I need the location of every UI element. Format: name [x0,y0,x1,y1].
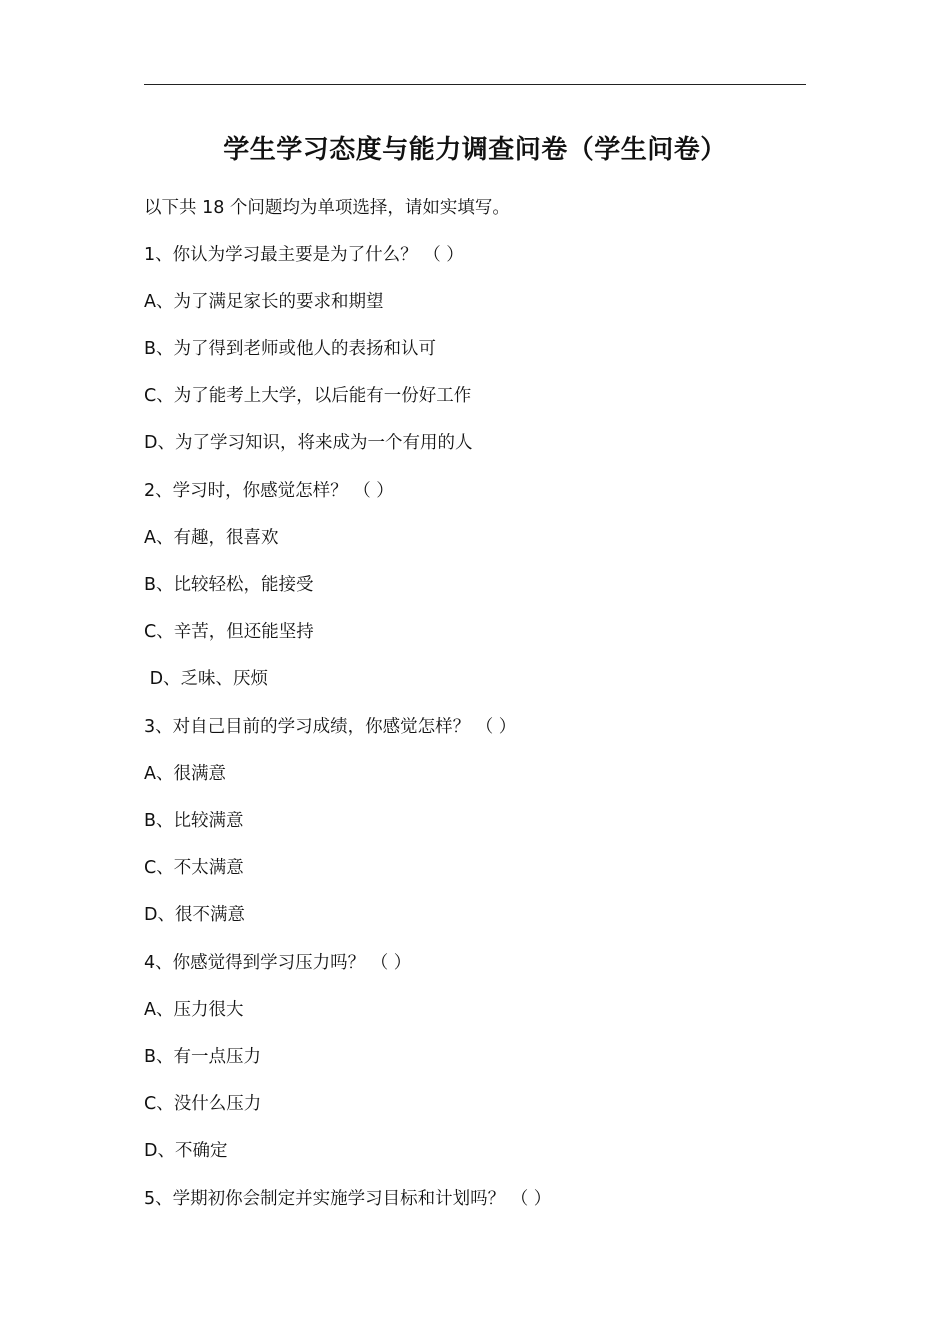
option-1c: C、为了能考上大学，以后能有一份好工作 [144,386,472,406]
option-3d: D、很不满意 [144,905,245,925]
intro-text: 以下共 18 个问题均为单项选择，请如实填写。 [144,198,510,218]
question-4: 4、你感觉得到学习压力吗？ （ ） [144,953,412,973]
option-2d: D、乏味、厌烦 [144,669,269,689]
option-3a: A、很满意 [144,764,226,784]
option-4c: C、没什么压力 [144,1094,262,1114]
option-1b: B、为了得到老师或他人的表扬和认可 [144,339,437,359]
option-3b: B、比较满意 [144,811,244,831]
document-title: 学生学习态度与能力调查问卷（学生问卷） [223,135,727,165]
option-1a: A、为了满足家长的要求和期望 [144,292,384,312]
option-3c: C、不太满意 [144,858,244,878]
question-3: 3、对自己目前的学习成绩，你感觉怎样？ （ ） [144,717,517,737]
header-rule [144,84,806,85]
option-1d: D、为了学习知识，将来成为一个有用的人 [144,433,473,453]
option-2b: B、比较轻松，能接受 [144,575,314,595]
question-1: 1、你认为学习最主要是为了什么？ （ ） [144,245,464,265]
question-5: 5、学期初你会制定并实施学习目标和计划吗？ （ ） [144,1189,552,1209]
option-4a: A、压力很大 [144,1000,244,1020]
option-4d: D、不确定 [144,1141,228,1161]
option-2a: A、有趣，很喜欢 [144,528,279,548]
question-2: 2、学习时，你感觉怎样？ （ ） [144,481,394,501]
option-4b: B、有一点压力 [144,1047,262,1067]
option-2c: C、辛苦，但还能坚持 [144,622,314,642]
